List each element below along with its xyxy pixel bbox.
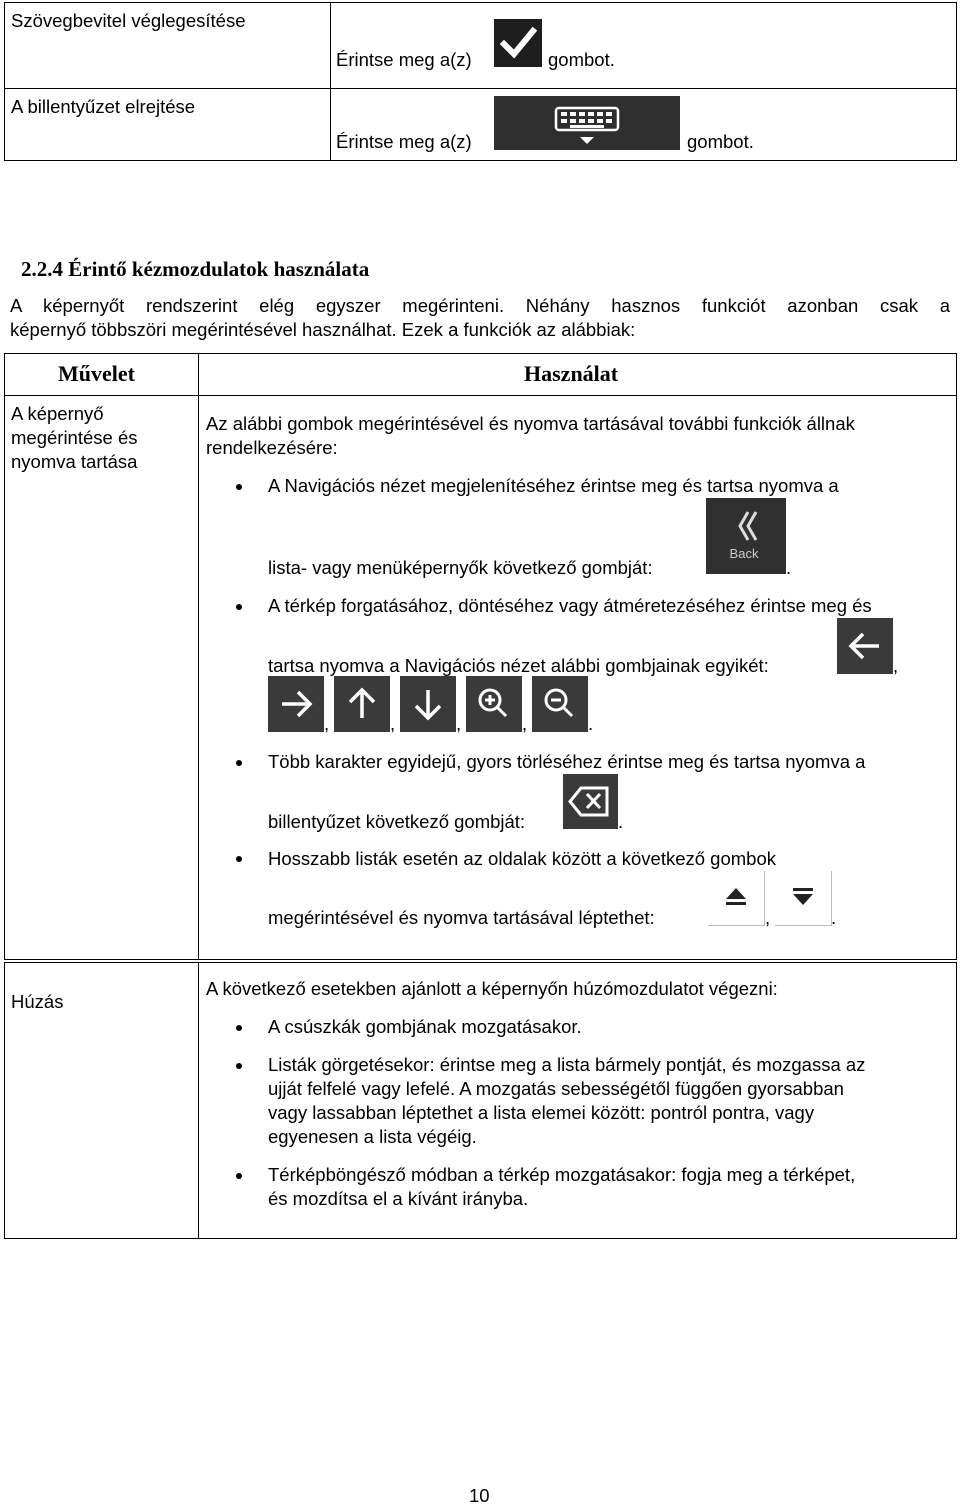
usage-intro-line: Az alábbi gombok megérintésével és nyomva tartásával további funkciók állnak: [206, 413, 855, 434]
column-header-operation: Művelet: [58, 361, 135, 386]
page-down-icon[interactable]: [775, 871, 832, 926]
row-label-line: nyomva tartása: [11, 451, 138, 472]
intro-paragraph-line: A képernyőt rendszerint elég egyszer megérinteni. Néhány hasznos funkciót azonban csak a: [10, 295, 950, 316]
keyboard-hide-icon[interactable]: [494, 96, 680, 150]
section-heading: 2.2.4 Érintő kézmozdulatok használata: [21, 257, 370, 281]
bullet-dot: [236, 1025, 242, 1031]
punctuation: ,: [765, 907, 771, 928]
bullet-text: lista- vagy menüképernyők következő gombját:: [268, 557, 653, 578]
back-button-label: Back: [729, 546, 759, 561]
bullet-text: A térkép forgatásához, döntéséhez vagy átméretezéséhez érintse meg és: [268, 595, 872, 616]
punctuation: .: [618, 811, 624, 832]
punctuation: ,: [324, 713, 330, 734]
punctuation: .: [786, 557, 792, 578]
punctuation: ,: [390, 713, 396, 734]
bullet-text: megérintésével és nyomva tartásával léptethet:: [268, 907, 655, 928]
bullet-text: Listák görgetésekor: érintse meg a lista bármely pontját, és mozgassa az: [268, 1054, 866, 1075]
bullet-text: ujját felfelé vagy lefelé. A mozgatás sebességétől függően gyorsabban: [268, 1078, 844, 1099]
bullet-dot: [236, 1063, 242, 1069]
punctuation: .: [831, 907, 837, 928]
punctuation: .: [588, 713, 594, 734]
row-label-finish-input: Szövegbevitel véglegesítése: [11, 10, 246, 31]
bullet-dot: [236, 856, 242, 862]
checkmark-icon[interactable]: [494, 19, 542, 67]
zoom-in-icon[interactable]: [466, 676, 522, 732]
arrow-up-icon[interactable]: [334, 676, 390, 732]
arrow-left-icon[interactable]: [837, 618, 893, 674]
bullet-text: Térképböngésző módban a térkép mozgatásakor: fogja meg a térképet,: [268, 1164, 856, 1185]
back-button-icon[interactable]: [706, 498, 786, 574]
bullet-text: vagy lassabban léptethet a lista elemei között: pontról pontra, vagy: [268, 1102, 815, 1123]
intro-paragraph-line: képernyő többszöri megérintésével használhat. Ezek a funkciók az alábbiak:: [10, 319, 636, 340]
arrow-right-icon[interactable]: [268, 676, 324, 732]
bullet-text: Hosszabb listák esetén az oldalak között a következő gombok: [268, 848, 777, 869]
instruction-text-end: gombot.: [687, 131, 754, 152]
backspace-icon[interactable]: [563, 774, 618, 829]
bullet-text: billentyűzet következő gombját:: [268, 811, 526, 832]
bullet-dot: [236, 484, 242, 490]
punctuation: ,: [456, 713, 462, 734]
page-up-icon[interactable]: [708, 871, 765, 926]
instruction-text: Érintse meg a(z): [336, 131, 472, 152]
bullet-dot: [236, 604, 242, 610]
bullet-text: egyenesen a lista végéig.: [268, 1126, 477, 1147]
arrow-down-icon[interactable]: [400, 676, 456, 732]
instruction-text: Érintse meg a(z): [336, 49, 472, 70]
column-header-usage: Használat: [524, 361, 619, 386]
bullet-text: A Navigációs nézet megjelenítéséhez érintse meg és tartsa nyomva a: [268, 475, 839, 496]
zoom-out-icon[interactable]: [532, 676, 588, 732]
row-label-drag: Húzás: [11, 991, 64, 1012]
punctuation: ,: [522, 713, 528, 734]
bullet-dot: [236, 1173, 242, 1179]
usage-intro-line: rendelkezésére:: [206, 437, 338, 458]
bullet-text: A csúszkák gombjának mozgatásakor.: [268, 1016, 582, 1037]
page-number: 10: [469, 1485, 490, 1506]
bullet-dot: [236, 760, 242, 766]
bullet-text: és mozdítsa el a kívánt irányba.: [268, 1188, 529, 1209]
bullet-text: Több karakter egyidejű, gyors törléséhez érintse meg és tartsa nyomva a: [268, 751, 866, 772]
row-label-hide-keyboard: A billentyűzet elrejtése: [11, 96, 196, 117]
bullet-text: tartsa nyomva a Navigációs nézet alábbi gombjainak egyikét:: [268, 655, 769, 676]
row-label-line: megérintése és: [11, 427, 138, 448]
instruction-text-end: gombot.: [548, 49, 615, 70]
usage-intro-line: A következő esetekben ajánlott a képernyőn húzómozdulatot végezni:: [206, 978, 778, 999]
row-label-line: A képernyő: [11, 403, 104, 424]
punctuation: ,: [893, 655, 899, 676]
